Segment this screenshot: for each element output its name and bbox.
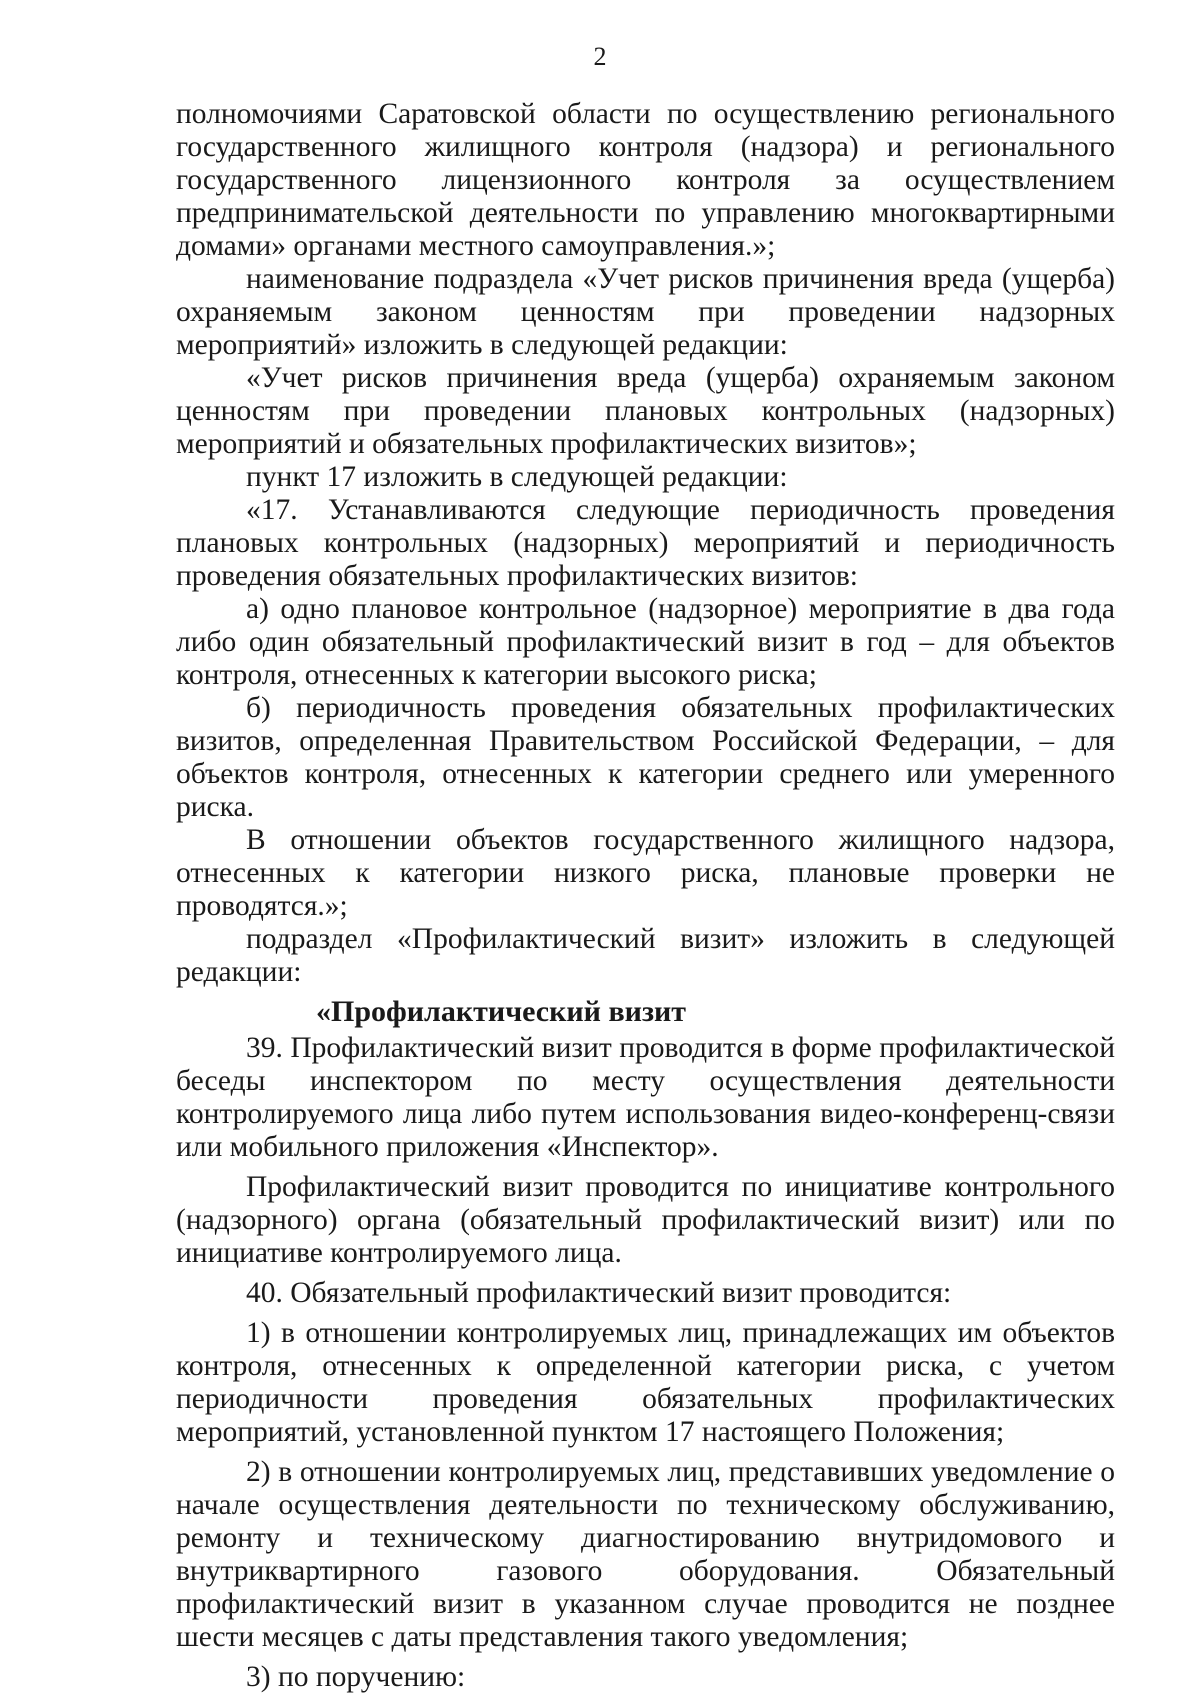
paragraph-subsection-change: подраздел «Профилактический визит» изложить в следующей редакции: xyxy=(176,923,1115,988)
document-body xyxy=(176,98,1115,1694)
paragraph-low-risk: В отношении объектов государственного жилищного надзора, отнесенных к категории низкого риска, плановые проверки не проводятся.»; xyxy=(176,824,1115,922)
paragraph-item-17-change: пункт 17 изложить в следующей редакции: xyxy=(246,461,788,493)
page-number: 2 xyxy=(593,42,607,71)
paragraph-item-17: «17. Устанавливаются следующие периодичность проведения плановых контрольных (надзорных) мероприятий и периодичность проведения обязательных профилактических визитов: xyxy=(176,494,1115,592)
paragraph-item-39: 39. Профилактический визит проводится в форме профилактической беседы инспектором по месту осуществления деятельности контролируемого лица либо путем использования видео-конференц-связи или мобильного приложения «Инспектор». xyxy=(176,1032,1115,1163)
paragraph-continuation: полномочиями Саратовской области по осуществлению регионального государственного жилищного контроля (надзора) и регионального государственного лицензионного контроля за осуществлением предпринимательской деятельности по управлению многоквартирными домами» органами местного самоуправления.»; xyxy=(176,98,1115,262)
paragraph-item-17-a: а) одно плановое контрольное (надзорное) мероприятие в два года либо один обязательный профилактический визит в год – для объектов контроля, отнесенных к категории высокого риска; xyxy=(176,593,1115,691)
paragraph-item-17-b: б) периодичность проведения обязательных профилактических визитов, определенная Правительством Российской Федерации, – для объектов контроля, отнесенных к категории среднего или умеренного риска. xyxy=(176,692,1115,823)
paragraph-new-subsection-title: «Учет рисков причинения вреда (ущерба) охраняемым законом ценностям при проведении плановых контрольных (надзорных) мероприятий и обязательных профилактических визитов»; xyxy=(176,362,1115,460)
paragraph-visit-initiative: Профилактический визит проводится по инициативе контрольного (надзорного) органа (обязательный профилактический визит) или по инициативе контролируемого лица. xyxy=(176,1171,1115,1269)
paragraph-item-40: 40. Обязательный профилактический визит проводится: xyxy=(246,1277,952,1309)
paragraph-item-40-2: 2) в отношении контролируемых лиц, представивших уведомление о начале осуществления деятельности по техническому обслуживанию, ремонту и техническому диагностированию внутридомового и внутриквартирного газового оборудования. Обязательный профилактический визит в указанном случае проводится не позднее шести месяцев с даты представления такого уведомления; xyxy=(176,1456,1115,1653)
paragraph-subsection-title-change: наименование подраздела «Учет рисков причинения вреда (ущерба) охраняемым законом ценностям при проведении надзорных мероприятий» изложить в следующей редакции: xyxy=(176,263,1115,361)
paragraph-item-40-3: 3) по поручению: xyxy=(246,1661,466,1693)
section-heading: «Профилактический визит xyxy=(316,995,687,1028)
paragraph-item-40-1: 1) в отношении контролируемых лиц, принадлежащих им объектов контроля, отнесенных к определенной категории риска, с учетом периодичности проведения обязательных профилактических мероприятий, установленной пунктом 17 настоящего Положения; xyxy=(176,1317,1115,1448)
